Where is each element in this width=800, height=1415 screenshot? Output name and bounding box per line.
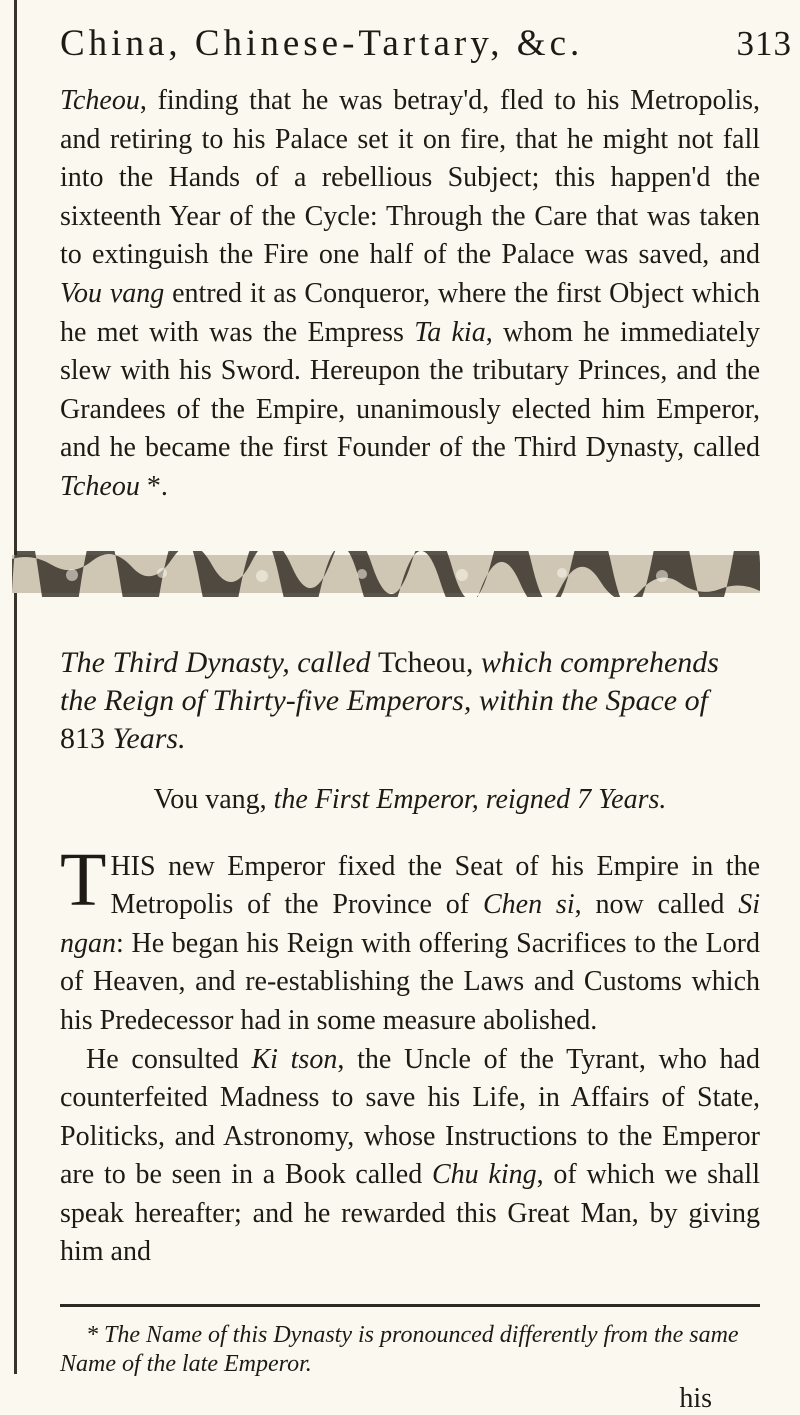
section-heading xyxy=(60,644,760,758)
place-si-ngan: Si ngan xyxy=(60,889,761,959)
name-ta-kia: Ta kia xyxy=(414,316,486,348)
footnote: * The Name of this Dynasty is pronounced differently from the same Name of the late Emperor. xyxy=(60,1322,739,1378)
text-run: HIS new Emperor fixed the Seat of his Empire in the Metropolis of the Province of xyxy=(110,850,760,921)
paragraph-2 xyxy=(60,837,761,1041)
reign-subheading xyxy=(60,782,760,818)
heading-text: Years. xyxy=(105,721,186,755)
name-tcheou: Tcheou xyxy=(60,85,140,116)
heading-dynasty-name: Tcheou xyxy=(378,645,466,679)
ornamental-border-icon xyxy=(12,551,760,597)
heading-text: , which comprehends the Reign of Thirty-five Emperors, within the Space of xyxy=(60,645,719,717)
running-head xyxy=(60,22,792,80)
emperor-name: Vou vang, xyxy=(153,783,267,815)
running-head-title: China, Chinese-Tartary, &c. xyxy=(60,23,584,64)
name-tcheou-2: Tcheou xyxy=(60,470,140,502)
catchword: his xyxy=(679,1383,712,1415)
text-run: , finding that he was betray'd, fled to his Metropolis, and retiring to his Palace set it on fire, that he might not fall into the Hands of a rebellious Subject; this happen'd the sixteenth Year of the Cycle: Through the Care that was taken to extinguish the Fire one half of the Palace was saved, and xyxy=(60,85,760,271)
page-number: 313 xyxy=(736,24,792,63)
text-run: : He began his Reign with offering Sacrifices to the Lord of Heaven, and re-establishing the Laws and Customs which his Predecessor had in some measure abolished. xyxy=(60,927,760,1036)
place-chen-si: Chen si xyxy=(482,889,575,921)
text-run: , whom he immediately slew with his Sword. Hereupon the tributary Princes, and the Grandees of the Empire, unanimously elected him Emperor, and he became the first Founder of the Third Dynasty, called xyxy=(60,316,760,464)
text-run: , now called xyxy=(574,889,739,921)
body-text xyxy=(60,837,761,1273)
reign-description: the First Emperor, reigned 7 Years. xyxy=(266,783,667,815)
name-ki-tson: Ki tson xyxy=(251,1043,338,1075)
paragraph-1 xyxy=(60,82,760,507)
drop-cap: T xyxy=(60,837,107,922)
heading-text: The Third Dynasty, called xyxy=(60,645,379,679)
text-run: He consulted xyxy=(86,1043,252,1075)
name-vou-vang: Vou vang xyxy=(60,277,165,309)
book-page xyxy=(60,22,792,1415)
text-run: *. xyxy=(139,470,168,502)
paragraph-3 xyxy=(60,1041,760,1273)
text-run: , of which we shall speak hereafter; and he rewarded this Great Man, by giving him and xyxy=(60,1159,760,1268)
page-edge-rule xyxy=(14,0,17,1374)
book-chu-king: Chu king xyxy=(431,1159,537,1191)
text-run: , the Uncle of the Tyrant, who had counterfeited Madness to save his Life, in Affairs of State, Politicks, and Astronomy, whose Instructions to the Emperor are to be seen in a Book called xyxy=(60,1043,760,1191)
heading-year-count: 813 xyxy=(60,721,105,755)
footnote-divider xyxy=(60,1304,760,1307)
text-run: entred it as Conqueror, where the first Object which he met with was the Empress xyxy=(60,277,760,348)
